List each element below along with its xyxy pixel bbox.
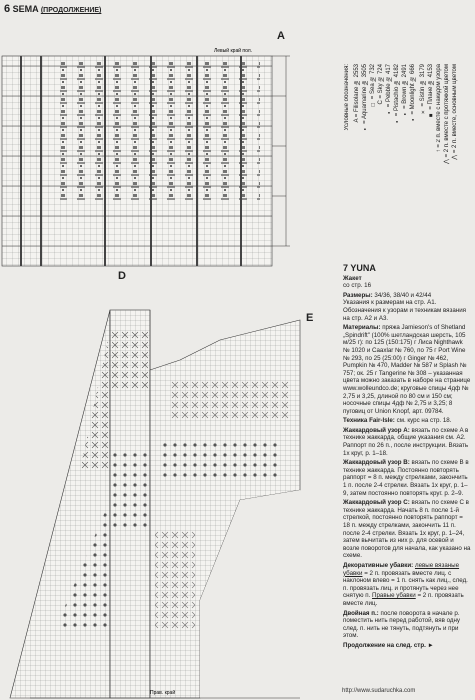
continue-arrow: ► <box>427 641 434 649</box>
page-ref: со стр. 16 <box>343 282 372 290</box>
decor-left-text: = 2 п. провязать вместе лиц. <box>343 592 464 607</box>
legend-item: C = Sky № 724 <box>378 64 384 105</box>
decor-right-label: левые вязаные убавки <box>343 561 460 577</box>
chart-de <box>0 270 340 700</box>
legend-item: ↑ = 2 п. вместе с накидом узора <box>436 64 442 153</box>
legend-item: A = Filisolane № 2553 <box>354 64 360 123</box>
legend-item: □ = Sea № 732 <box>370 64 376 107</box>
legend-item: ▪ = Aquamarine № 3505 <box>362 64 368 132</box>
legend-item: ▪ = Moonlight № 666 <box>410 64 416 123</box>
marker-a: A <box>277 30 285 42</box>
sizes-value: 34/36, 38/40 и 42/44 <box>374 291 432 299</box>
pattern-subtitle: (ПРОДОЛЖЕНИЕ) <box>40 7 102 14</box>
legend-item: ▪ = Brown № 2491 <box>402 64 408 117</box>
continue-label: Продолжение на след. стр. <box>343 641 426 649</box>
legend-item: ■ = Плане № 4153 <box>428 64 434 118</box>
chart-a <box>0 36 300 268</box>
garment-name: Жакет <box>343 274 362 282</box>
chart-de-bottom-note: Прав. край <box>150 690 176 696</box>
materials-text: пряжа Jamieson's of Shetland „Spindrift" (100% шетландская шерсть, 105 м/25 г): по 125 (150:175) г Лиса Nighthawk № 1020 и Caaxlar № 760, по 75 г Port Wine № 293, по 25 (25:00) г Ginger № 462, Pumpkin № 470, Madder № 587 и Splash № 757; ок. 25 г Tangerine № 308 – указанная цвета можно заказать в наборе на странице www.wolleundco.de; круговые спицы 4дф № 2,75 и 3,25, длиной по 80 см и 150 см; носочные спицы 4дф № 2,75 и 3,25; 8 пуговиц от Union Knopf, арт. 09784. <box>343 324 471 415</box>
marker-e: E <box>306 312 314 324</box>
instructions-column <box>343 265 471 698</box>
legend-item: Условные обозначения: <box>344 64 350 131</box>
marker-d: D <box>118 270 126 282</box>
legend-item: × = Sistin № 3179 <box>420 64 426 115</box>
legend-item: ▪ = Pebble № 417 <box>386 64 392 115</box>
materials-label: Материалы: <box>343 324 381 332</box>
watermark: http://www.sudaruchka.com <box>342 688 416 694</box>
page-header <box>4 3 304 17</box>
chart-a-top-note: Левый край пол. <box>214 48 253 54</box>
legend-item: ▪ = Pistachio № 4182 <box>394 64 400 124</box>
sizes-note: Указания к размерам на стр. A1. Обозначения к узорам и техникам вязания на стр. A2 и A3. <box>343 299 467 322</box>
legend-col-14 <box>451 64 463 264</box>
pattern-a-text: вязать по схеме A в технике жаккарда, общие указания см. A2. Раппорт по 26 п., после инструкции. Вязать 1х круг, р. 1–18. <box>343 426 469 457</box>
pattern-title: SEMA <box>12 4 39 14</box>
legend-item: ⋀ = 2 п. вместе с протяжкой цветом <box>444 64 450 164</box>
pattern-b-text: вязать по схеме B в технике жаккарда. Постоянно повторять раппорт = 8 п. между стрелками, закончить 1 п. после 2-4 стрелки. Вязать 1х круг, р. 1–9, затем постоянно повторять круг. р. 2–9. <box>343 459 469 497</box>
section-title: 7 YUNA <box>343 263 376 273</box>
double-text: после поворота в начале р. поместить нить перед работой, вяв одну след. п. нить не тянуть, подтянуть и при этом. <box>343 609 460 640</box>
pattern-a-label: Жаккардовый узор A: <box>343 426 410 434</box>
technique-label: Техника Fair-Isle: <box>343 417 395 425</box>
legend-item: ⋀ = 2 п. вместе, основным цветом <box>452 64 458 160</box>
technique-text: см. курс на стр. 18. <box>396 417 452 425</box>
sizes-label: Размеры: <box>343 291 373 299</box>
pattern-b-label: Жаккардовый узор B: <box>343 459 410 467</box>
decor-left-label: Правые убавки <box>372 592 416 600</box>
pattern-c-label: Жаккардовый узор C: <box>343 499 410 507</box>
page-number: 6 <box>4 3 11 15</box>
legend <box>343 64 461 264</box>
double-label: Двойная п.: <box>343 609 379 617</box>
pattern-c-text: вязать по схеме C в технике жаккарда. Начать 8 п. после 1-й стрелкой, постоянно повторять раппорт = 18 п. между стрелками, закончить 11 п. после 2-4 стрелки. Вязать 1х круг, р. 1–24, затем вычитать из них р. для осевой и возле поворотов для начала, как указано на схеме. <box>343 499 471 560</box>
decor-label: Декоративные убавки: <box>343 561 414 569</box>
decor-right-text: = 2 п. провязать вместе лиц. с наклоном влево = 1 п. снять как лиц., след. п. провязать лиц. и протянуть через нее снятую п. <box>343 569 468 600</box>
